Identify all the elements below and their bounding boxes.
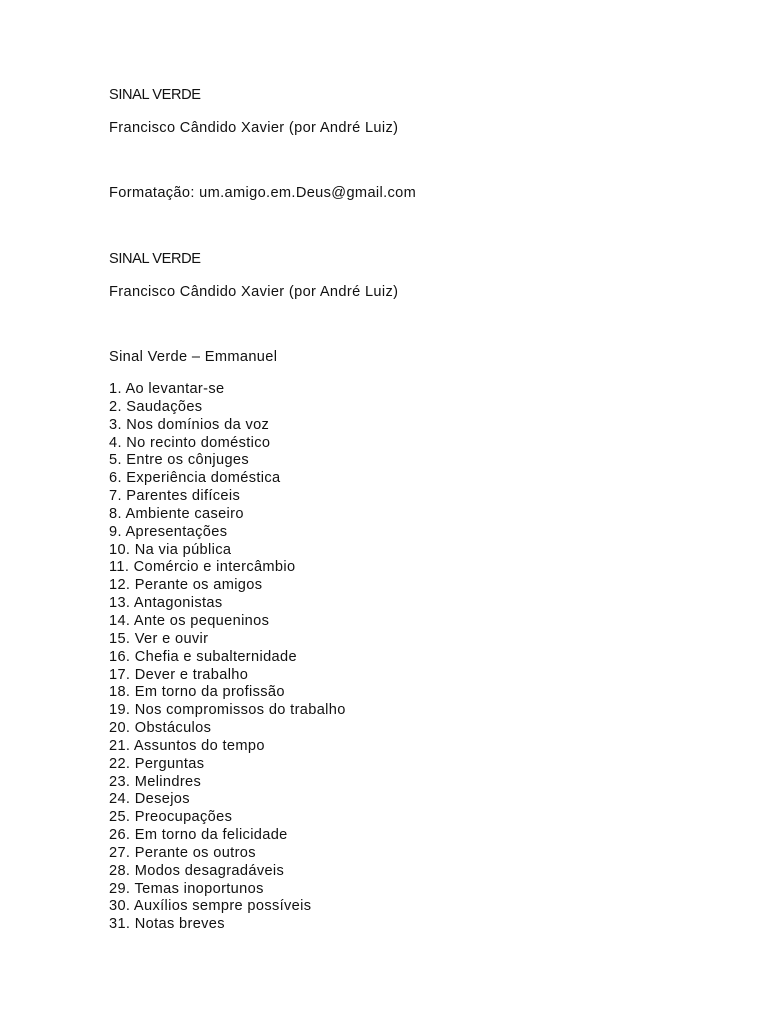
list-item: 2. Saudações (109, 398, 203, 415)
list-item: 1. Ao levantar-se (109, 381, 225, 397)
list-item: 30. Auxílios sempre possíveis (109, 898, 312, 915)
list-item: 26. Em torno da felicidade (109, 827, 288, 844)
list-item: 14. Ante os pequeninos (109, 612, 270, 629)
list-item: 27. Perante os outros (109, 844, 256, 861)
formatting-credit: Formatação: um.amigo.em.Deus@gmail.com (109, 185, 417, 201)
list-item: 22. Perguntas (109, 755, 205, 772)
list-item: 5. Entre os cônjuges (109, 452, 250, 469)
list-item: 24. Desejos (109, 791, 190, 808)
list-item: 17. Dever e trabalho (109, 666, 249, 683)
document-title-repeat: SINAL VERDE (109, 251, 201, 267)
list-item: 25. Preocupações (109, 809, 233, 826)
list-item: 28. Modos desagradáveis (109, 862, 285, 879)
author-line: Francisco Cândido Xavier (por André Luiz) (109, 120, 399, 136)
table-of-contents (109, 381, 346, 934)
list-item: 21. Assuntos do tempo (109, 737, 265, 754)
author-line-repeat: Francisco Cândido Xavier (por André Luiz) (109, 284, 399, 300)
list-item: 4. No recinto doméstico (109, 434, 271, 451)
list-item: 3. Nos domínios da voz (109, 416, 270, 433)
list-item: 11. Comércio e intercâmbio (109, 559, 296, 576)
list-item: 9. Apresentações (109, 523, 228, 540)
list-item: 8. Ambiente caseiro (109, 505, 244, 522)
list-item: 29. Temas inoportunos (109, 880, 264, 897)
list-item: 13. Antagonistas (109, 595, 223, 612)
list-item: 31. Notas breves (109, 916, 225, 933)
document-title: SINAL VERDE (109, 87, 201, 103)
list-item: 10. Na via pública (109, 541, 232, 558)
section-heading: Sinal Verde – Emmanuel (109, 349, 278, 365)
list-item: 15. Ver e ouvir (109, 630, 209, 647)
list-item: 18. Em torno da profissão (109, 684, 285, 701)
list-item: 20. Obstáculos (109, 720, 212, 737)
list-item: 7. Parentes difíceis (109, 488, 241, 505)
list-item: 23. Melindres (109, 773, 202, 790)
list-item: 12. Perante os amigos (109, 577, 263, 594)
list-item: 19. Nos compromissos do trabalho (109, 702, 346, 719)
list-item: 6. Experiência doméstica (109, 470, 281, 487)
list-item: 16. Chefia e subalternidade (109, 648, 297, 665)
